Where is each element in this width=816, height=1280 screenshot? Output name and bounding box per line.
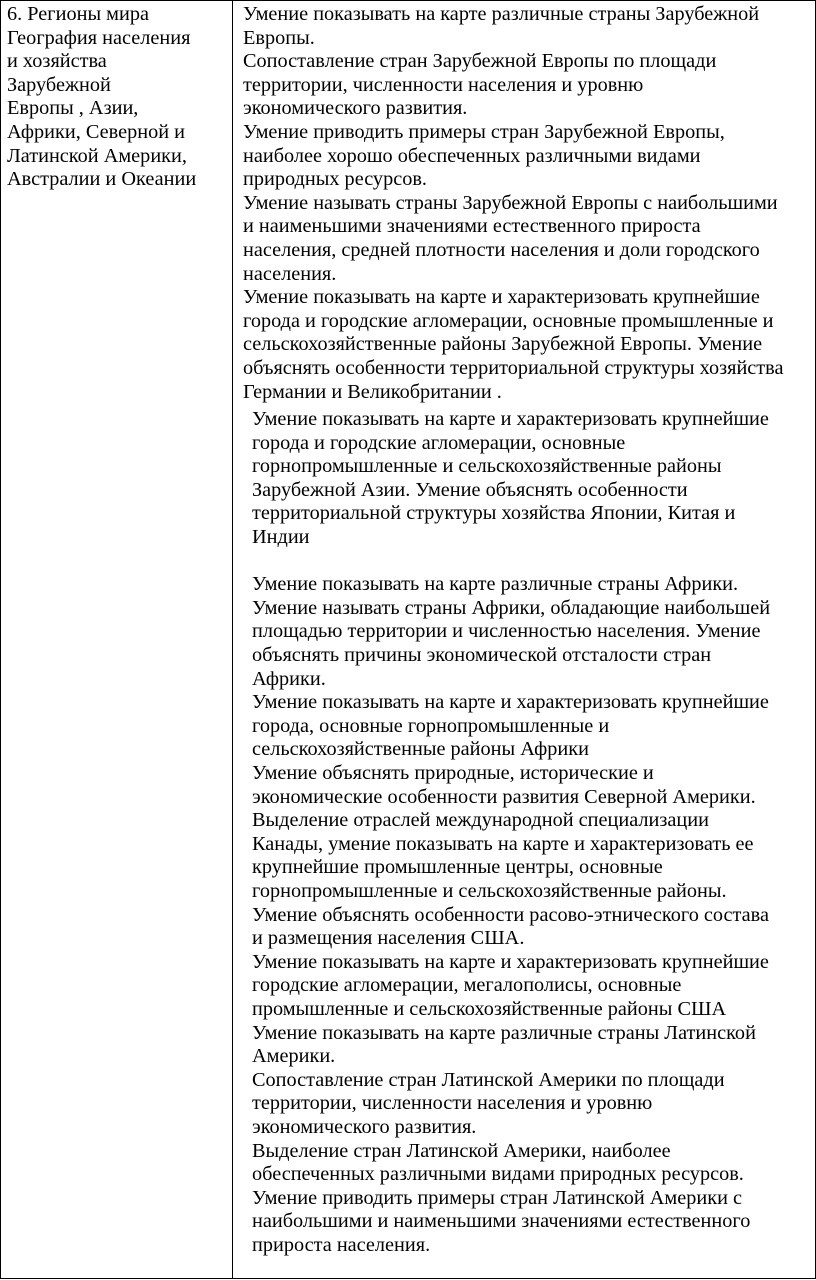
requirement-line: населения.: [243, 262, 337, 285]
requirement-line: Умение показывать на карте различные страны Зарубежной: [243, 3, 760, 25]
requirements-text: [233, 1, 815, 1257]
blank-line: [252, 550, 815, 574]
requirement-line: объяснять причины экономической отсталости стран: [252, 644, 712, 667]
requirement-line: экономические особенности развития Северной Америки.: [252, 785, 756, 808]
topic-line: Европы , Азии,: [7, 97, 139, 120]
requirement-line: Европы.: [243, 26, 315, 49]
requirement-line: Германии и Великобритании .: [243, 380, 502, 403]
requirement-line: Умение показывать на карте различные страны Латинской: [252, 1021, 756, 1044]
requirement-line: Канады, умение показывать на карте и характеризовать ее: [252, 832, 754, 855]
requirement-line: наибольшими и наименьшими значениями естественного: [252, 1210, 751, 1233]
requirement-line: экономического развития.: [243, 97, 468, 120]
requirement-line: города и городские агломерации, основные: [252, 431, 626, 454]
requirement-line: наиболее хорошо обеспеченных различными видами: [243, 144, 701, 167]
requirement-line: территории, численности населения и уровню: [252, 1092, 653, 1115]
requirement-line: территории, численности населения и уровню: [243, 73, 644, 96]
topic-text: [7, 3, 227, 192]
topic-line: Зарубежной: [7, 73, 111, 96]
requirement-line: Африки.: [252, 667, 326, 690]
requirement-line: объяснять особенности территориальной структуры хозяйства: [243, 356, 784, 379]
topic-line: Австралии и Океании: [7, 168, 197, 191]
table-row: [1, 1, 816, 1279]
requirement-line: Америки.: [252, 1045, 336, 1068]
europe-requirements: [233, 1, 815, 404]
requirement-line: Выделение стран Латинской Америки, наиболее: [252, 1139, 671, 1162]
topic-cell: [1, 1, 233, 1279]
topic-line: 6. Регионы мира: [7, 3, 149, 25]
requirement-line: Умение называть страны Зарубежной Европы с наибольшими: [243, 191, 778, 214]
requirement-line: Умение показывать на карте и характеризовать крупнейшие: [252, 950, 769, 973]
topic-line: Африки, Северной и: [7, 120, 186, 143]
requirement-line: города, основные горнопромышленные и: [252, 714, 610, 737]
requirement-line: населения, средней плотности населения и доли городского: [243, 238, 760, 261]
requirement-line: горнопромышленные и сельскохозяйственные районы.: [252, 879, 727, 902]
topic-line: и хозяйства: [7, 50, 107, 73]
requirement-line: Умение показывать на карте и характеризовать крупнейшие: [252, 408, 769, 431]
requirement-line: Умение называть страны Африки, обладающие наибольшей: [252, 596, 771, 619]
requirement-line: Выделение отраслей международной специализации: [252, 809, 709, 832]
requirement-line: Зарубежной Азии. Умение объяснять особенности: [252, 478, 688, 501]
requirement-line: промышленные и сельскохозяйственные районы США: [252, 997, 727, 1020]
requirement-line: Сопоставление стран Латинской Америки по площади: [252, 1068, 725, 1091]
requirement-line: обеспеченных различными видами природных ресурсов.: [252, 1163, 744, 1186]
requirement-line: Умение показывать на карте различные страны Африки.: [252, 573, 739, 596]
requirement-line: Умение приводить примеры стран Латинской Америки с: [252, 1186, 743, 1209]
requirement-line: города и городские агломерации, основные промышленные и: [243, 309, 774, 332]
requirement-line: крупнейшие промышленные центры, основные: [252, 856, 663, 879]
requirement-line: горнопромышленные и сельскохозяйственные районы: [252, 455, 722, 478]
requirement-line: территориальной структуры хозяйства Японии, Китая и: [252, 502, 736, 525]
requirement-line: и наименьшими значениями естественного прироста: [243, 215, 701, 238]
requirement-line: Умение объяснять природные, исторические и: [252, 762, 654, 784]
requirement-line: площадью территории и численностью населения. Умение: [252, 620, 761, 643]
requirement-line: экономического развития.: [252, 1115, 477, 1138]
requirement-line: Умение приводить примеры стран Зарубежной Европы,: [243, 120, 725, 143]
requirement-line: прироста населения.: [252, 1233, 431, 1256]
requirement-line: Умение показывать на карте и характеризовать крупнейшие: [243, 286, 760, 309]
requirement-line: Индии: [252, 526, 310, 549]
requirement-line: Сопоставление стран Зарубежной Европы по площади: [243, 50, 717, 73]
topic-line: Латинской Америки,: [7, 144, 187, 167]
requirement-line: природных ресурсов.: [243, 168, 428, 191]
requirement-line: сельскохозяйственные районы Африки: [252, 738, 589, 761]
requirements-cell: [233, 1, 816, 1279]
requirement-line: сельскохозяйственные районы Зарубежной Европы. Умение: [243, 333, 763, 356]
topic-line: География населения: [7, 26, 191, 49]
requirement-line: Умение объяснять особенности расово-этнического состава: [252, 903, 769, 926]
requirement-line: городские агломерации, мегалополисы, основные: [252, 974, 682, 997]
requirement-line: и размещения населения США.: [252, 927, 525, 950]
requirement-line: Умение показывать на карте и характеризовать крупнейшие: [252, 691, 769, 714]
asia-africa-america-requirements: [233, 404, 815, 1257]
